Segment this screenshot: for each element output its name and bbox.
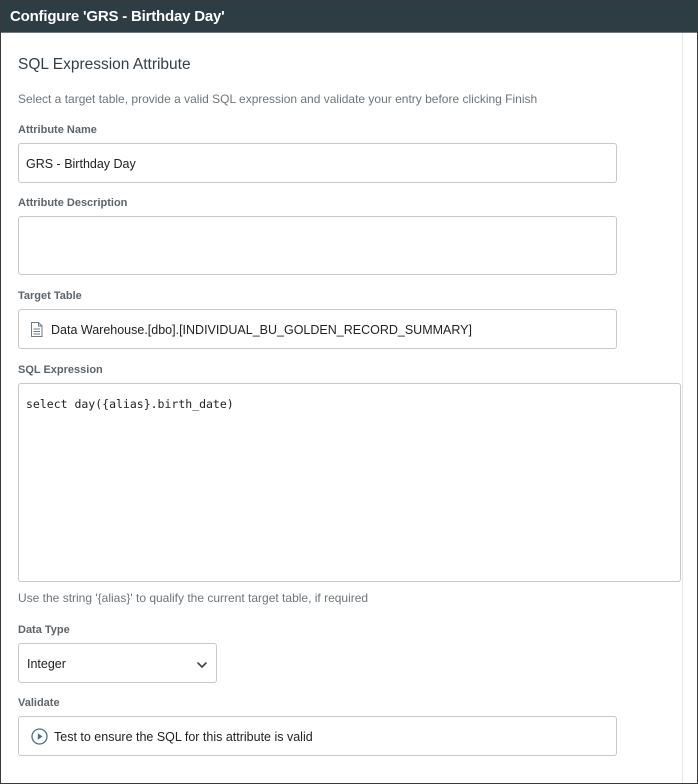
attribute-description-input[interactable] [18, 216, 617, 275]
attribute-name-value: GRS - Birthday Day [26, 157, 136, 171]
validate-label: Validate [18, 697, 60, 709]
sql-expression-editor[interactable] [18, 383, 681, 582]
validate-test-button[interactable] [18, 716, 617, 756]
target-table-field[interactable] [18, 309, 617, 349]
attribute-description-label: Attribute Description [18, 197, 128, 209]
attribute-name-input[interactable] [18, 143, 617, 183]
play-circle-icon [31, 728, 48, 748]
data-type-select[interactable] [18, 643, 217, 683]
data-type-label: Data Type [18, 624, 70, 636]
sql-expression-code: select day({alias}.birth_date) [26, 397, 234, 411]
section-intro: Select a target table, provide a valid SQL expression and validate your entry before clicking Finish [18, 92, 538, 106]
title-divider [1, 32, 697, 33]
sql-expression-label: SQL Expression [18, 364, 103, 376]
validate-button-label: Test to ensure the SQL for this attribute is valid [54, 730, 313, 744]
attribute-name-label: Attribute Name [18, 124, 97, 136]
dialog-title: Configure 'GRS - Birthday Day' [1, 1, 697, 32]
section-title: SQL Expression Attribute [18, 56, 191, 73]
target-table-value: Data Warehouse.[dbo].[INDIVIDUAL_BU_GOLDEN_RECORD_SUMMARY] [51, 323, 472, 337]
vertical-scrollbar[interactable] [682, 33, 697, 783]
chevron-down-icon [196, 658, 208, 676]
table-document-icon [30, 322, 43, 340]
target-table-label: Target Table [18, 290, 82, 302]
data-type-value: Integer [27, 657, 66, 671]
sql-expression-hint: Use the string '{alias}' to qualify the current target table, if required [18, 591, 369, 605]
